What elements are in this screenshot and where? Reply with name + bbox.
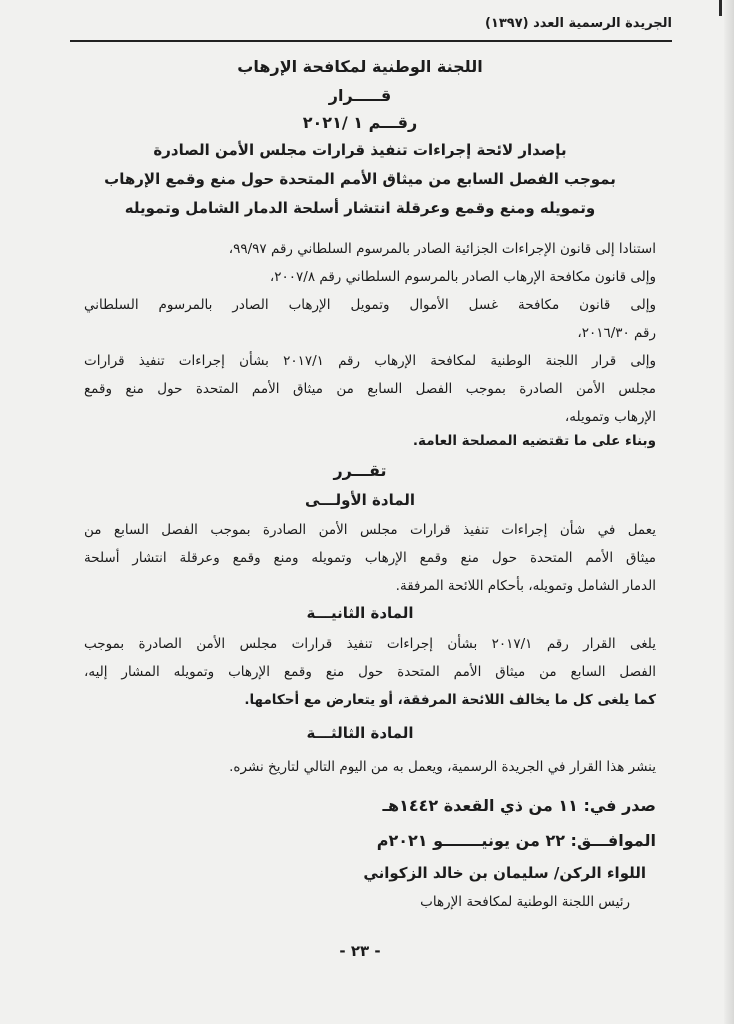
article-1-title: المادة الأولـــى	[304, 491, 416, 509]
decision-number: رقـــم ١ /٢٠٢١	[302, 113, 418, 132]
article-3-line-1: ينشر هذا القرار في الجريدة الرسمية، ويعمل به من اليوم التالي لتاريخ نشره.	[229, 759, 656, 775]
decision-subject-line-2: بموجب الفصل السابع من ميثاق الأمم المتحدة حول منع وقمع الإرهاب	[104, 170, 616, 188]
header-rule	[70, 40, 672, 42]
article-2-line-1: يلغى القرار رقم ٢٠١٧/١ بشأن إجراءات تنفيذ قرارات مجلس الأمن الصادرة بموجب	[84, 636, 656, 652]
preamble-line-8: وبناء على ما تقتضيه المصلحة العامة.	[412, 433, 656, 449]
preamble-line-5: وإلى قرار اللجنة الوطنية لمكافحة الإرهاب رقم ٢٠١٧/١ بشأن إجراءات تنفيذ قرارات	[84, 353, 656, 369]
article-1-line-3: الدمار الشامل وتمويله، بأحكام اللائحة المرفقة.	[395, 578, 656, 594]
page-number: - ٢٣ -	[339, 942, 381, 960]
preamble-line-1: استنادا إلى قانون الإجراءات الجزائية الصادر بالمرسوم السلطاني رقم ٩٩/٩٧،	[228, 241, 656, 257]
issued-gregorian-date: الموافـــق: ٢٢ من يونيـــــــو ٢٠٢١م	[376, 831, 656, 850]
preamble-line-3: وإلى قانون مكافحة غسل الأموال وتمويل الإرهاب الصادر بالمرسوم السلطاني	[84, 297, 656, 313]
running-header	[0, 14, 734, 38]
preamble-line-4: رقم ٢٠١٦/٣٠،	[577, 325, 656, 341]
page-edge-shadow	[724, 0, 734, 1024]
signatory-title: رئيس اللجنة الوطنية لمكافحة الإرهاب	[420, 894, 630, 910]
gazette-issue-title: الجريدة الرسمية العدد (١٣٩٧)	[484, 16, 672, 31]
article-2-line-2: الفصل السابع من ميثاق الأمم المتحدة حول منع وقمع الإرهاب وتمويله المشار إليه،	[84, 664, 656, 680]
decision-subject-line-3: وتمويله ومنع وقمع وعرقلة انتشار أسلحة الدمار الشامل وتمويله	[124, 199, 596, 217]
decision-subject-line-1: بإصدار لائحة إجراءات تنفيذ قرارات مجلس الأمن الصادرة	[153, 141, 567, 159]
article-1-line-1: يعمل في شأن إجراءات تنفيذ قرارات مجلس الأمن الصادرة بموجب الفصل السابع من	[84, 522, 656, 538]
issued-hijri-date: صدر في: ١١ من ذي القعدة ١٤٤٢هـ	[382, 796, 656, 815]
article-2-line-3: كما يلغى كل ما يخالف اللائحة المرفقة، أو يتعارض مع أحكامها.	[244, 692, 656, 708]
article-2-title: المادة الثانيـــة	[306, 604, 414, 622]
preamble-line-7: الإرهاب وتمويله،	[564, 409, 656, 425]
decides-heading: تقـــرر	[333, 461, 387, 480]
decision-word: قـــــرار	[328, 86, 392, 105]
committee-title: اللجنة الوطنية لمكافحة الإرهاب	[237, 57, 483, 76]
signatory-name: اللواء الركن/ سليمان بن خالد الزكواني	[363, 864, 646, 882]
preamble-line-6: مجلس الأمن الصادرة بموجب الفصل السابع من ميثاق الأمم المتحدة حول منع وقمع	[84, 381, 656, 397]
article-3-title: المادة الثالثـــة	[306, 724, 414, 742]
article-1-line-2: ميثاق الأمم المتحدة حول منع وقمع الإرهاب وتمويله ومنع وقمع وعرقلة انتشار أسلحة	[84, 550, 656, 566]
preamble-line-2: وإلى قانون مكافحة الإرهاب الصادر بالمرسوم السلطاني رقم ٢٠٠٧/٨،	[269, 269, 656, 285]
